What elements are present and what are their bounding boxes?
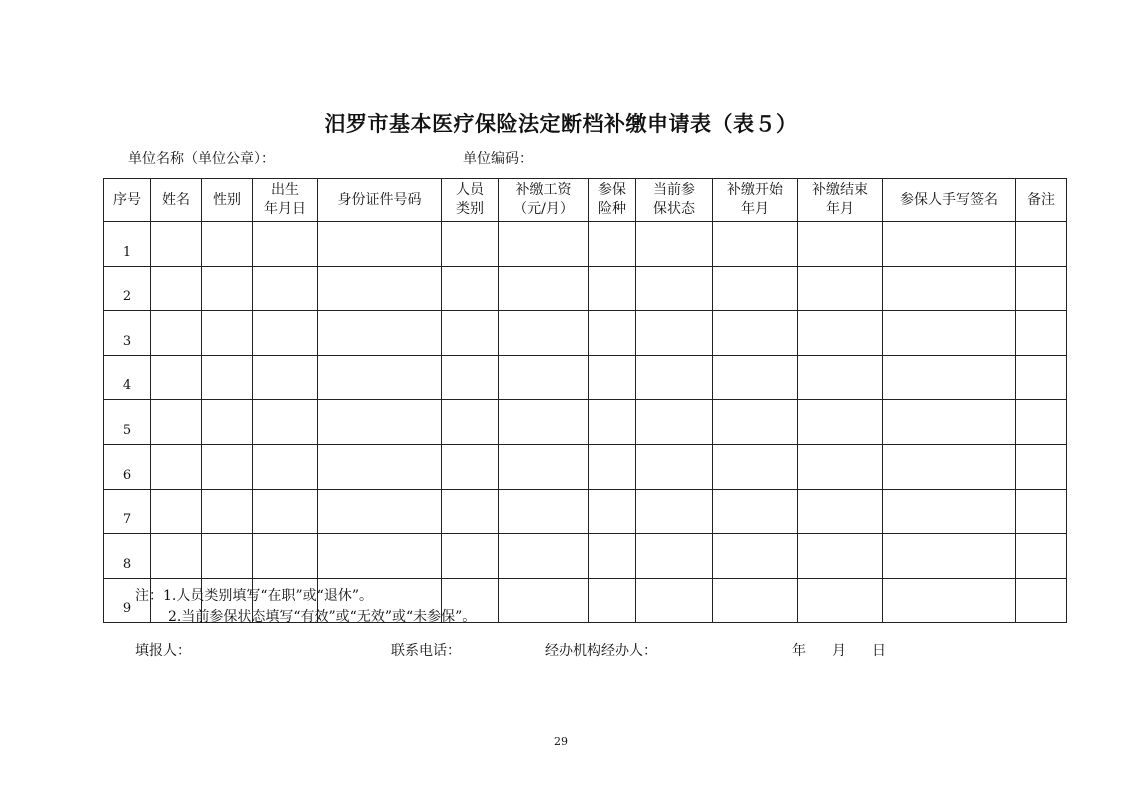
table-body: [104, 222, 1067, 623]
column-header: [151, 179, 202, 222]
table-cell[interactable]: [442, 534, 499, 579]
table-cell[interactable]: [883, 444, 1016, 489]
column-header: [713, 179, 798, 222]
table-cell[interactable]: [589, 266, 636, 311]
table-cell[interactable]: [442, 355, 499, 400]
column-header-line: 备注: [1027, 191, 1055, 208]
table-cell[interactable]: [442, 400, 499, 445]
table-row: [104, 489, 1067, 534]
table-cell[interactable]: [1016, 578, 1067, 623]
table-cell[interactable]: [636, 444, 713, 489]
table-cell[interactable]: [798, 311, 883, 356]
table-cell[interactable]: [589, 489, 636, 534]
column-header: [883, 179, 1016, 222]
column-header-line: 年月: [741, 201, 769, 217]
form-title: 汨罗市基本医疗保险法定断档补缴申请表（表５）: [324, 112, 798, 136]
table-cell[interactable]: [499, 444, 589, 489]
table-cell[interactable]: [798, 355, 883, 400]
table-cell[interactable]: [1016, 355, 1067, 400]
note-1: 注：1.人员类别填写“在职”或“退休”。: [135, 588, 373, 604]
table-cell[interactable]: [253, 489, 318, 534]
table-cell[interactable]: [798, 444, 883, 489]
table-cell[interactable]: [1016, 222, 1067, 267]
table-cell[interactable]: [883, 400, 1016, 445]
table-cell[interactable]: [713, 578, 798, 623]
column-header-line: 姓名: [162, 191, 190, 208]
table-cell[interactable]: [713, 266, 798, 311]
table-cell[interactable]: [253, 355, 318, 400]
table-cell[interactable]: [636, 489, 713, 534]
table-cell[interactable]: [883, 578, 1016, 623]
notes-block: [135, 586, 476, 628]
table-cell[interactable]: [589, 534, 636, 579]
table-cell[interactable]: [318, 355, 442, 400]
table-cell[interactable]: [798, 534, 883, 579]
table-cell[interactable]: [318, 489, 442, 534]
unit-name-label: 单位名称（单位公章）：: [128, 151, 275, 167]
table-cell[interactable]: [713, 489, 798, 534]
table-cell[interactable]: [798, 266, 883, 311]
date-year-label: 年: [792, 643, 806, 659]
table-cell[interactable]: [713, 534, 798, 579]
unit-code-label: 单位编码：: [463, 151, 533, 167]
table-cell[interactable]: [636, 355, 713, 400]
table-cell[interactable]: [318, 534, 442, 579]
table-cell[interactable]: [253, 534, 318, 579]
table-cell[interactable]: [713, 400, 798, 445]
table-cell[interactable]: [883, 311, 1016, 356]
filler-label: 填报人：: [135, 643, 191, 659]
column-header: [1016, 179, 1067, 222]
handler-label: 经办机构经办人：: [545, 643, 657, 659]
column-header: [202, 179, 253, 222]
row-number: 8: [104, 534, 151, 579]
table-cell[interactable]: [151, 489, 202, 534]
table-cell[interactable]: [589, 311, 636, 356]
table-cell[interactable]: [253, 266, 318, 311]
column-header-line: 人员: [456, 182, 484, 198]
page-number: 29: [554, 735, 568, 748]
column-header-line: 身份证件号码: [337, 191, 422, 208]
table-cell[interactable]: [499, 534, 589, 579]
row-number: 3: [104, 311, 151, 356]
table-cell[interactable]: [636, 311, 713, 356]
table-cell[interactable]: [499, 400, 589, 445]
table-cell[interactable]: [318, 444, 442, 489]
table-cell[interactable]: [636, 400, 713, 445]
column-header-line: 出生: [271, 182, 299, 198]
table-row: [104, 444, 1067, 489]
table-cell[interactable]: [318, 311, 442, 356]
column-header: [253, 179, 318, 222]
column-header-line: 补缴开始: [727, 182, 783, 198]
table-cell[interactable]: [636, 578, 713, 623]
table-cell[interactable]: [713, 311, 798, 356]
table-cell[interactable]: [883, 222, 1016, 267]
table-cell[interactable]: [318, 222, 442, 267]
table-cell[interactable]: [151, 266, 202, 311]
column-header-line: 序号: [113, 191, 141, 208]
table-cell[interactable]: [318, 266, 442, 311]
date-day-label: 日: [872, 643, 886, 659]
table-row: [104, 266, 1067, 311]
table-cell[interactable]: [499, 266, 589, 311]
column-header: [318, 179, 442, 222]
table-cell[interactable]: [202, 222, 253, 267]
table-cell[interactable]: [442, 311, 499, 356]
table-row: [104, 222, 1067, 267]
table-cell[interactable]: [1016, 444, 1067, 489]
table-cell[interactable]: [202, 444, 253, 489]
table-cell[interactable]: [589, 355, 636, 400]
row-number: 1: [104, 222, 151, 267]
column-header-line: 性别: [213, 191, 241, 208]
table-cell[interactable]: [1016, 400, 1067, 445]
table-cell[interactable]: [713, 222, 798, 267]
table-cell[interactable]: [442, 444, 499, 489]
table-cell[interactable]: [798, 222, 883, 267]
table-cell[interactable]: [202, 489, 253, 534]
column-header-line: 年月日: [264, 201, 306, 217]
table-cell[interactable]: [798, 489, 883, 534]
table-header: [104, 179, 1067, 222]
date-month-label: 月: [832, 643, 846, 659]
table-row: [104, 355, 1067, 400]
table-cell[interactable]: [202, 311, 253, 356]
table-cell[interactable]: [151, 400, 202, 445]
table-cell[interactable]: [499, 578, 589, 623]
column-header: [636, 179, 713, 222]
table-cell[interactable]: [798, 400, 883, 445]
row-number: 7: [104, 489, 151, 534]
table-row: [104, 534, 1067, 579]
table-cell[interactable]: [253, 311, 318, 356]
table-cell[interactable]: [589, 444, 636, 489]
table-cell[interactable]: [253, 400, 318, 445]
column-header-line: 险种: [598, 201, 626, 217]
table-cell[interactable]: [589, 222, 636, 267]
table-cell[interactable]: [589, 400, 636, 445]
table-cell[interactable]: [1016, 266, 1067, 311]
table-cell[interactable]: [883, 534, 1016, 579]
table-cell[interactable]: [499, 311, 589, 356]
table-cell[interactable]: [636, 534, 713, 579]
table-cell[interactable]: [253, 222, 318, 267]
table-cell[interactable]: [713, 355, 798, 400]
table-cell[interactable]: [713, 444, 798, 489]
column-header: [104, 179, 151, 222]
note-2: 2.当前参保状态填写“有效”或“无效”或“未参保”。: [168, 609, 477, 625]
table-cell[interactable]: [318, 400, 442, 445]
table-cell[interactable]: [442, 489, 499, 534]
phone-label: 联系电话：: [391, 643, 461, 659]
column-header: [499, 179, 589, 222]
table-cell[interactable]: [883, 489, 1016, 534]
table-cell[interactable]: [499, 222, 589, 267]
table-cell[interactable]: [1016, 311, 1067, 356]
column-header-line: 补缴结束: [812, 182, 868, 198]
table-cell[interactable]: [883, 266, 1016, 311]
table-cell[interactable]: [798, 578, 883, 623]
row-number: 6: [104, 444, 151, 489]
table-cell[interactable]: [499, 489, 589, 534]
column-header-line: 类别: [456, 201, 484, 217]
column-header-line: 参保人手写签名: [900, 191, 998, 208]
table-cell[interactable]: [151, 444, 202, 489]
column-header: [442, 179, 499, 222]
table-cell[interactable]: [253, 444, 318, 489]
column-header-line: 年月: [826, 201, 854, 217]
table-cell[interactable]: [442, 222, 499, 267]
row-number: 5: [104, 400, 151, 445]
table-cell[interactable]: [151, 222, 202, 267]
column-header-line: 保状态: [653, 201, 695, 217]
table-row: [104, 400, 1067, 445]
table-cell[interactable]: [442, 266, 499, 311]
table-cell[interactable]: [202, 534, 253, 579]
table-cell[interactable]: [151, 355, 202, 400]
column-header-line: 当前参: [653, 182, 695, 198]
table-cell[interactable]: [636, 222, 713, 267]
row-number: 2: [104, 266, 151, 311]
row-number: 4: [104, 355, 151, 400]
table-cell[interactable]: [636, 266, 713, 311]
column-header-line: 参保: [598, 182, 626, 198]
application-table: [103, 178, 1067, 623]
column-header-line: （元/月）: [513, 201, 574, 217]
row-number: 9: [104, 578, 151, 623]
table-cell[interactable]: [499, 355, 589, 400]
table-cell[interactable]: [202, 355, 253, 400]
table-cell[interactable]: [883, 355, 1016, 400]
table-cell[interactable]: [151, 534, 202, 579]
column-header: [798, 179, 883, 222]
column-header-line: 补缴工资: [515, 182, 572, 198]
table-row: [104, 311, 1067, 356]
table-cell[interactable]: [202, 400, 253, 445]
column-header: [589, 179, 636, 222]
table-cell[interactable]: [1016, 534, 1067, 579]
table-cell[interactable]: [202, 266, 253, 311]
table-cell[interactable]: [1016, 489, 1067, 534]
table-cell[interactable]: [151, 311, 202, 356]
table-cell[interactable]: [589, 578, 636, 623]
